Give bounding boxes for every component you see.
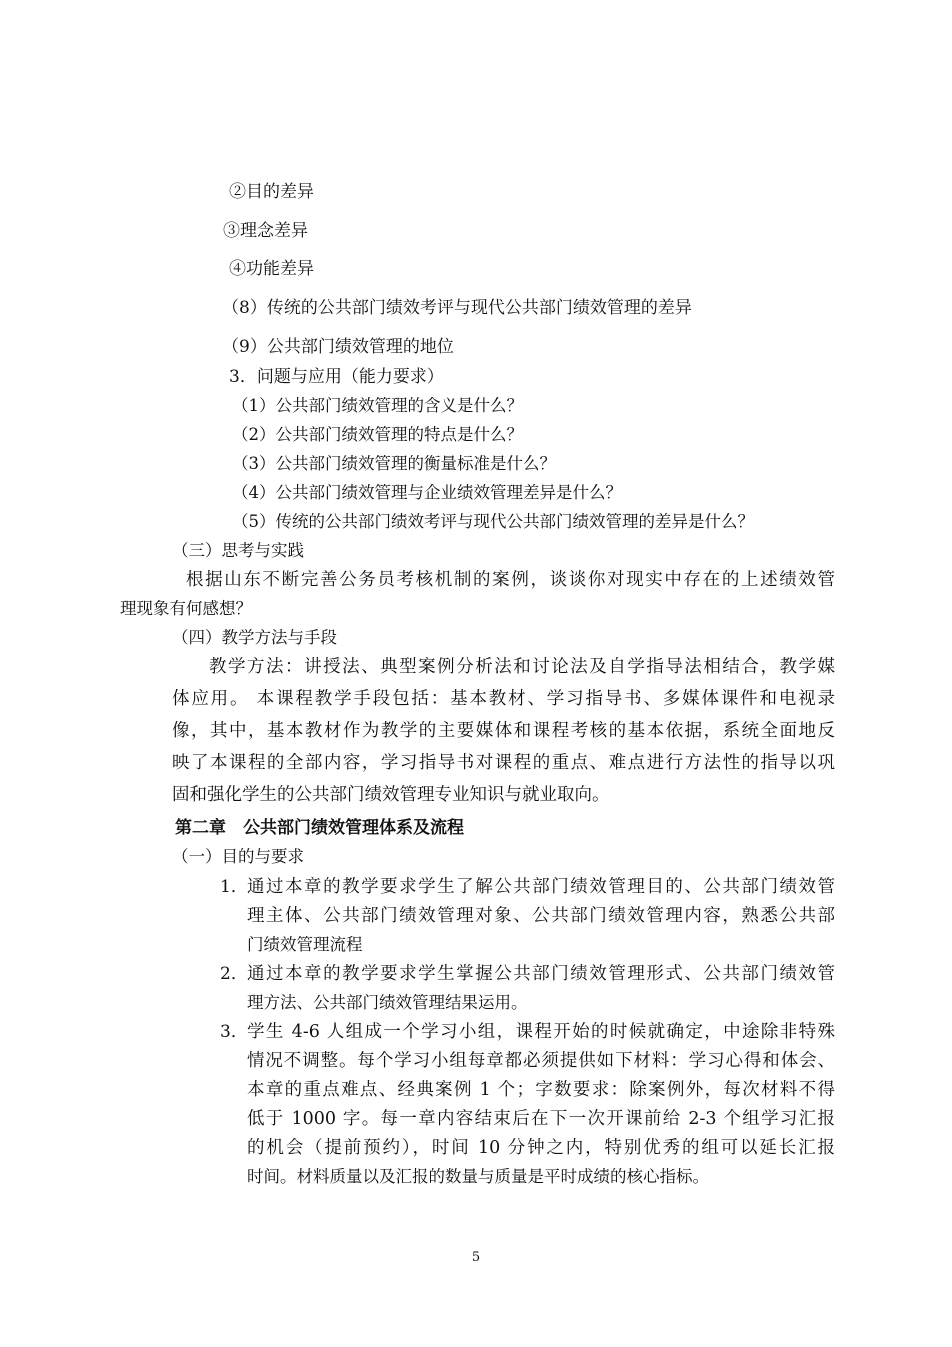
list-item-line: 通过本章的教学要求学生掌握公共部门绩效管理形式、公共部门绩效管	[247, 964, 835, 984]
list-item-line: 理方法、公共部门绩效管理结果运用。	[247, 993, 528, 1012]
list-item-line: 通过本章的教学要求学生了解公共部门绩效管理目的、公共部门绩效管	[247, 877, 835, 897]
list-item-line: 的机会（提前预约），时间 10 分钟之内，特别优秀的组可以延长汇报	[247, 1138, 835, 1158]
list-number: 2．	[220, 964, 248, 984]
paragraph-line: 根据山东不断完善公务员考核机制的案例，谈谈你对现实中存在的上述绩效管	[186, 570, 835, 590]
text-line: ④功能差异	[229, 259, 314, 279]
list-item-line: 学生 4-6 人组成一个学习小组，课程开始的时候就确定，中途除非特殊	[247, 1022, 835, 1042]
paragraph-line: 体应用。 本课程教学手段包括：基本教材、学习指导书、多媒体课件和电视录	[172, 689, 835, 709]
text-line: ②目的差异	[229, 182, 314, 202]
list-number: 3．	[220, 1022, 248, 1042]
list-number: 1．	[220, 877, 248, 897]
paragraph-line: 理现象有何感想？	[120, 599, 252, 618]
section-heading: （一）目的与要求	[172, 847, 304, 866]
paragraph-line: 教学方法：讲授法、典型案例分析法和讨论法及自学指导法相结合，教学媒	[209, 657, 835, 677]
list-item-line: 理主体、公共部门绩效管理对象、公共部门绩效管理内容，熟悉公共部	[247, 906, 835, 926]
list-item-line: 本章的重点难点、经典案例 1 个；字数要求：除案例外，每次材料不得	[247, 1080, 835, 1100]
list-item-line: 情况不调整。每个学习小组每章都必须提供如下材料：学习心得和体会、	[247, 1051, 835, 1071]
paragraph-line: 映了本课程的全部内容，学习指导书对课程的重点、难点进行方法性的指导以巩	[172, 753, 835, 773]
question-item: （1）公共部门绩效管理的含义是什么？	[232, 396, 523, 415]
question-item: （2）公共部门绩效管理的特点是什么？	[232, 425, 523, 444]
text-line: ③理念差异	[223, 221, 308, 241]
list-item-line: 门绩效管理流程	[247, 935, 363, 954]
section-heading: 3．问题与应用（能力要求）	[229, 367, 444, 387]
chapter-title: 第二章 公共部门绩效管理体系及流程	[175, 818, 464, 838]
list-item-line: 时间。材料质量以及汇报的数量与质量是平时成绩的核心指标。	[247, 1167, 709, 1186]
paragraph-line: 像，其中，基本教材作为教学的主要媒体和课程考核的基本依据，系统全面地反	[172, 721, 835, 741]
section-heading: （三）思考与实践	[172, 541, 304, 560]
question-item: （4）公共部门绩效管理与企业绩效管理差异是什么？	[232, 483, 622, 502]
section-heading: （四）教学方法与手段	[172, 628, 337, 647]
text-line: （9）公共部门绩效管理的地位	[222, 337, 454, 357]
paragraph-line: 固和强化学生的公共部门绩效管理专业知识与就业取向。	[172, 785, 610, 805]
question-item: （5）传统的公共部门绩效考评与现代公共部门绩效管理的差异是什么？	[232, 512, 754, 531]
list-item-line: 低于 1000 字。每一章内容结束后在下一次开课前给 2-3 个组学习汇报	[247, 1109, 835, 1129]
page-number: 5	[471, 1250, 481, 1265]
question-item: （3）公共部门绩效管理的衡量标准是什么？	[232, 454, 556, 473]
text-line: （8）传统的公共部门绩效考评与现代公共部门绩效管理的差异	[222, 298, 692, 318]
